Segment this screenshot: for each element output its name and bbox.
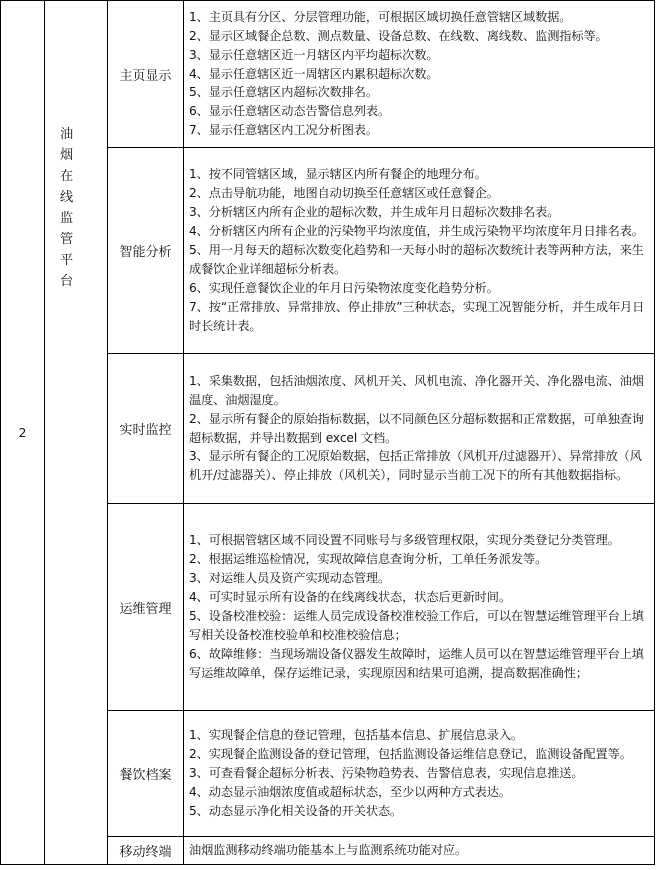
list-item: 2、实现餐企监测设备的登记管理，包括监测设备运维信息登记，监测设备配置等。 [189,747,632,762]
list-item: 7、按“正常排放、异常排放、停止排放”三种状态，实现工况智能分析，并生成年月日时长统计表。 [189,299,645,333]
module-title-monitor: 实时监控 [108,354,184,504]
list-item: 6、显示任意辖区动态告警信息列表。 [189,104,391,119]
list-item: 3、分析辖区内所有企业的超标次数，并生成年月日超标次数排名表。 [189,205,560,220]
section-row-home [1,1,655,148]
list-item: 6、实现任意餐饮企业的年月日污染物浓度变化趋势分析。 [189,280,499,295]
list-item: 5、显示任意辖区内超标次数排名。 [189,85,378,100]
list-item: 4、显示任意辖区近一周辖区内累积超标次数。 [189,66,439,81]
list-item: 2、显示所有餐企的原始指标数据，以不同颜色区分超标数据和正常数据，可单独查询超标数据，并导出数据到 excel 文档。 [189,411,644,445]
list-item: 2、显示区域餐企总数、测点数量、设备总数、在线数、离线数、监测指标等。 [189,28,608,43]
list-item: 4、可实时显示所有设备的在线离线状态，状态后更新时间。 [189,590,511,605]
module-desc-monitor [184,354,655,504]
list-item: 油烟监测移动终端功能基本上与监测系统功能对应。 [189,843,468,858]
module-desc-analysis [184,148,655,354]
list-item: 3、对运维人员及资产实现动态管理。 [189,571,391,586]
list-item: 1、可根据管辖区域不同设置不同账号与多级管理权限，实现分类登记分类管理。 [189,533,620,548]
list-item: 1、实现餐企信息的登记管理，包括基本信息、扩展信息录入。 [189,728,524,743]
module-title-analysis: 智能分析 [108,148,184,354]
list-item: 7、显示任意辖区内工况分析图表。 [189,123,378,138]
list-item: 2、根据运维巡检情况，实现故障信息查询分析，工单任务派发等。 [189,552,548,567]
module-title-mobile: 移动终端 [108,837,184,865]
module-desc-archive [184,711,655,837]
module-title-home: 主页显示 [108,1,184,148]
list-item: 6、故障维修：当现场端设备仪器发生故障时，运维人员可以在智慧运维管理平台上填写运维故障单，保存运维记录，实现原因和结果可追溯，提高数据准确性； [189,646,644,680]
list-item: 5、设备校准校验：运维人员完成设备校准校验工作后，可以在智慧运维管理平台上填写相关设备校准校验单和校准校验信息； [189,609,644,642]
list-item: 4、分析辖区内所有企业的污染物平均浓度值，并生成污染物平均浓度年月日排名表。 [189,224,644,239]
list-item: 4、动态显示油烟浓度值或超标状态，至少以两种方式表达。 [189,784,511,799]
list-item: 1、采集数据，包括油烟浓度、风机开关、风机电流、净化器开关、净化器电流、油烟温度、油烟湿度。 [189,373,644,407]
list-item: 3、可查看餐企超标分析表、污染物趋势表、告警信息表，实现信息推送。 [189,766,584,781]
module-desc-home [184,1,655,148]
category-cell [45,1,108,865]
row-number: 2 [1,1,45,865]
module-desc-mobile [184,837,655,865]
list-item: 5、动态显示净化相关设备的开关状态。 [189,803,403,818]
module-desc-maintenance [184,504,655,711]
list-item: 5、用一月每天的超标次数变化趋势和一天每小时的超标次数统计表等两种方法，来生成餐饮企业详细超标分析表。 [189,243,644,276]
list-item: 2、点击导航功能，地图自动切换至任意辖区或任意餐企。 [189,186,499,201]
list-item: 1、按不同管辖区域，显示辖区内所有餐企的地理分布。 [189,167,487,182]
module-title-archive: 餐饮档案 [108,711,184,837]
module-title-maintenance: 运维管理 [108,504,184,711]
category-label: 油烟在线监管平台 [60,127,74,289]
list-item: 3、显示任意辖区近一月辖区内平均超标次数。 [189,47,439,62]
list-item: 1、主页具有分区、分层管理功能，可根据区域切换任意管辖区域数据。 [189,9,572,24]
list-item: 3、显示所有餐企的工况原始数据，包括正常排放（风机开/过滤器开）、异常排放（风机开/过滤器关）、停止排放（风机关），同时显示当前工况下的所有其他数据指标。 [189,449,642,483]
